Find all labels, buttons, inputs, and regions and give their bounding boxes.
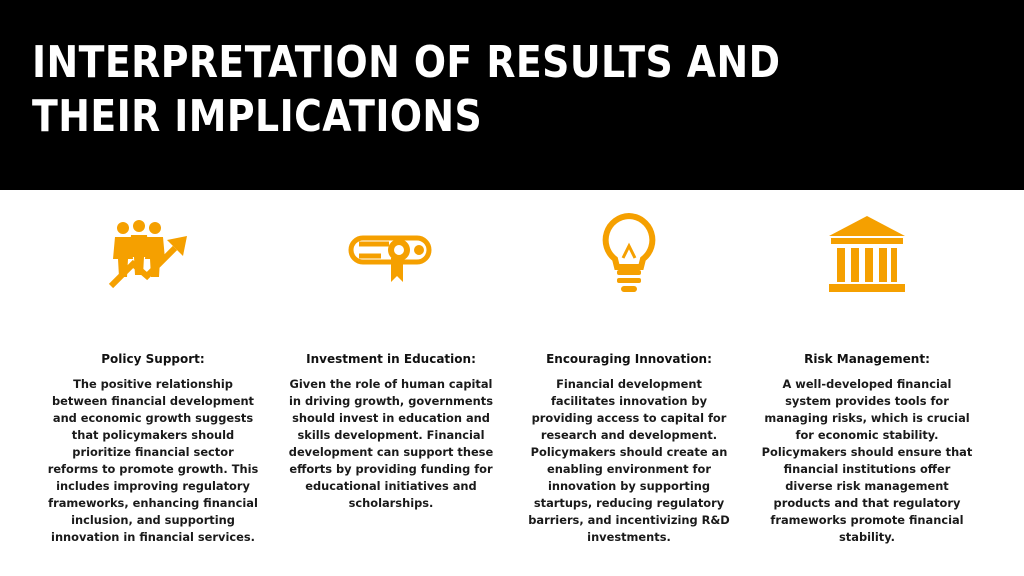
lightbulb-icon [579, 210, 679, 300]
policy-support-heading: Policy Support: [101, 352, 205, 366]
diploma-icon [341, 210, 441, 300]
risk-management-text: A well-developed financial system provides tools for managing risks, which is crucial for economic stability. Policymakers should ensure that financial institutions offer diverse risk management products and that regulatory frameworks promote financial stability. [761, 377, 973, 544]
bank-building-icon [817, 210, 917, 300]
title-banner [0, 0, 1024, 190]
investment-education-heading: Investment in Education: [306, 352, 476, 366]
investment-education-text: Given the role of human capital in driving growth, governments should invest in education and skills development. Financial development can support these efforts by providing funding for educational initiatives and scholarships. [288, 377, 494, 510]
risk-management-heading: Risk Management: [804, 352, 930, 366]
policy-support-text: The positive relationship between financial development and economic growth suggests that policymakers should prioritize financial sector reforms to promote growth. This includes improving regulatory frameworks, enhancing financial inclusion, and supporting innovation in financial services. [47, 377, 259, 544]
encouraging-innovation-heading: Encouraging Innovation: [546, 352, 712, 366]
slide-title: INTERPRETATION OF RESULTS AND THEIR IMPLICATIONS [32, 37, 781, 142]
encouraging-innovation-text: Financial development facilitates innovation by providing access to capital for research and development. Policymakers should create an enabling environment for innovation by supporting startups, reducing regulatory barriers, and incentivizing R&D investments. [528, 377, 730, 544]
people-growth-icon [103, 210, 203, 300]
